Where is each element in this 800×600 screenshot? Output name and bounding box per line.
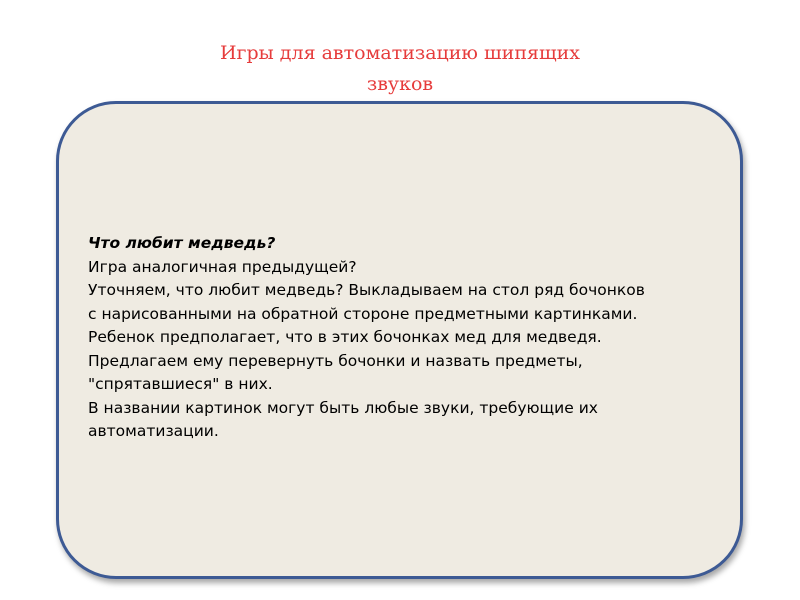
- card-text-line-2: Уточняем, что любит медведь? Выкладываем на стол ряд бочонков: [88, 281, 645, 299]
- card-text-line-5: Предлагаем ему перевернуть бочонки и назвать предметы,: [88, 351, 583, 370]
- card-text-line-8: автоматизации.: [88, 422, 219, 440]
- slide-title-line-2: звуков: [366, 73, 434, 95]
- card-heading: Что любит медведь?: [88, 234, 276, 252]
- card-text-line-1: Игра аналогичная предыдущей?: [88, 257, 357, 276]
- card-text-line-3: с нарисованными на обратной стороне предметными картинками.: [88, 304, 638, 323]
- slide-title-line-1: Игры для автоматизацию шипящих: [219, 42, 581, 64]
- card-text: [88, 232, 728, 444]
- card-text-line-4: Ребенок предполагает, что в этих бочонках мед для медведя.: [88, 328, 602, 346]
- card-text-line-6: "спрятавшиеся" в них.: [88, 375, 273, 393]
- slide-title: [150, 38, 650, 100]
- card-text-line-7: В названии картинок могут быть любые звуки, требующие их: [88, 398, 598, 417]
